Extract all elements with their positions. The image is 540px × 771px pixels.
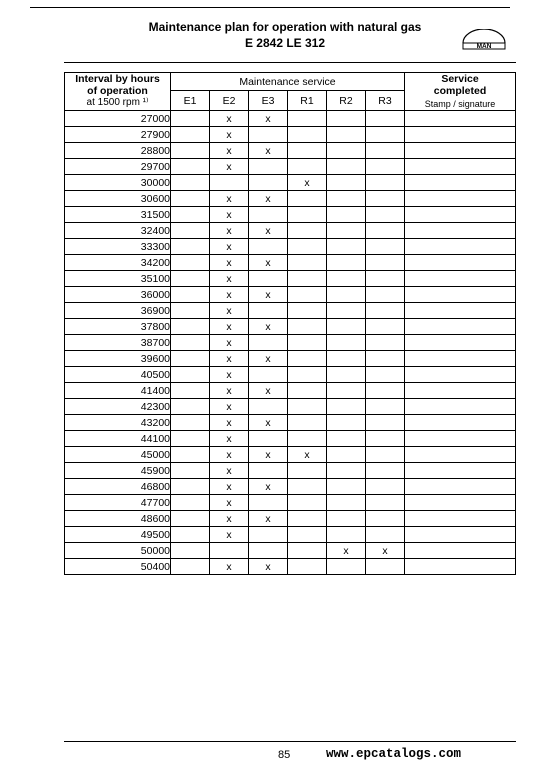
table-row [65, 303, 516, 319]
mark-cell-e2: x [210, 159, 249, 175]
page-number: 85 [278, 749, 291, 761]
service-completed-cell[interactable] [405, 127, 516, 143]
mark-cell-r3 [366, 495, 405, 511]
mark-cell-r1 [288, 271, 327, 287]
mark-cell-e3 [249, 303, 288, 319]
mark-cell-r3 [366, 287, 405, 303]
mark-cell-r3 [366, 527, 405, 543]
service-header-line-3: Stamp / signature [424, 99, 496, 109]
mark-cell-r1 [288, 399, 327, 415]
mark-cell-e1 [171, 207, 210, 223]
mark-cell-r1 [288, 287, 327, 303]
mark-cell-e3 [249, 431, 288, 447]
service-completed-cell[interactable] [405, 159, 516, 175]
table-row [65, 191, 516, 207]
mark-cell-e2: x [210, 271, 249, 287]
mark-cell-r1 [288, 431, 327, 447]
mark-cell-r1: x [288, 447, 327, 463]
service-completed-cell[interactable] [405, 335, 516, 351]
service-completed-cell[interactable] [405, 287, 516, 303]
mark-cell-e3 [249, 463, 288, 479]
service-completed-cell[interactable] [405, 559, 516, 575]
mark-cell-r3 [366, 351, 405, 367]
table-row [65, 351, 516, 367]
mark-cell-e3 [249, 239, 288, 255]
table-row [65, 559, 516, 575]
top-rule [64, 62, 516, 63]
mark-cell-r1: x [288, 175, 327, 191]
table-row [65, 335, 516, 351]
table-row [65, 287, 516, 303]
mark-cell-r3 [366, 431, 405, 447]
table-row [65, 415, 516, 431]
mark-cell-r3 [366, 175, 405, 191]
mark-cell-e1 [171, 447, 210, 463]
interval-header-line-3: at 1500 rpm ¹⁾ [86, 97, 149, 108]
mark-cell-r2: x [327, 543, 366, 559]
mark-cell-r1 [288, 303, 327, 319]
mark-cell-e2: x [210, 559, 249, 575]
mark-cell-e1 [171, 351, 210, 367]
maintenance-service-header: Maintenance service [171, 73, 405, 91]
table-row [65, 511, 516, 527]
mark-cell-e3 [249, 495, 288, 511]
hours-cell: 47700 [65, 495, 171, 511]
mark-cell-e1 [171, 223, 210, 239]
hours-cell: 36900 [65, 303, 171, 319]
mark-cell-r3 [366, 143, 405, 159]
mark-cell-e2: x [210, 335, 249, 351]
mark-cell-r3 [366, 319, 405, 335]
column-header-e3: E3 [249, 91, 288, 111]
mark-cell-e1 [171, 431, 210, 447]
mark-cell-e3: x [249, 511, 288, 527]
table-row [65, 463, 516, 479]
mark-cell-r1 [288, 223, 327, 239]
column-header-r2: R2 [327, 91, 366, 111]
hours-cell: 50000 [65, 543, 171, 559]
hours-cell: 30000 [65, 175, 171, 191]
mark-cell-e2: x [210, 207, 249, 223]
mark-cell-e3: x [249, 383, 288, 399]
table-row [65, 143, 516, 159]
mark-cell-e1 [171, 319, 210, 335]
man-logo-icon [460, 29, 508, 51]
mark-cell-e3: x [249, 143, 288, 159]
mark-cell-e2: x [210, 495, 249, 511]
mark-cell-r3 [366, 271, 405, 287]
mark-cell-r2 [327, 191, 366, 207]
hours-cell: 34200 [65, 255, 171, 271]
mark-cell-e1 [171, 559, 210, 575]
mark-cell-e3 [249, 175, 288, 191]
mark-cell-r3 [366, 367, 405, 383]
mark-cell-r2 [327, 447, 366, 463]
mark-cell-e3: x [249, 319, 288, 335]
service-completed-cell[interactable] [405, 255, 516, 271]
hours-cell: 40500 [65, 367, 171, 383]
service-completed-cell[interactable] [405, 367, 516, 383]
service-completed-cell[interactable] [405, 239, 516, 255]
service-completed-cell[interactable] [405, 111, 516, 127]
maintenance-plan-table [64, 72, 516, 575]
mark-cell-e2 [210, 175, 249, 191]
mark-cell-e3: x [249, 351, 288, 367]
table-row [65, 127, 516, 143]
column-header-r3: R3 [366, 91, 405, 111]
mark-cell-e1 [171, 255, 210, 271]
table-row [65, 111, 516, 127]
mark-cell-e1 [171, 527, 210, 543]
interval-header [65, 73, 171, 111]
column-header-e2: E2 [210, 91, 249, 111]
table-row [65, 399, 516, 415]
mark-cell-e2: x [210, 527, 249, 543]
mark-cell-e2: x [210, 479, 249, 495]
mark-cell-r2 [327, 255, 366, 271]
mark-cell-r3 [366, 223, 405, 239]
mark-cell-r2 [327, 479, 366, 495]
mark-cell-r1 [288, 127, 327, 143]
mark-cell-e1 [171, 159, 210, 175]
mark-cell-r1 [288, 367, 327, 383]
hours-cell: 49500 [65, 527, 171, 543]
mark-cell-r3: x [366, 543, 405, 559]
hours-cell: 30600 [65, 191, 171, 207]
header-rule [30, 7, 510, 8]
table-row [65, 367, 516, 383]
mark-cell-r1 [288, 159, 327, 175]
mark-cell-r3 [366, 191, 405, 207]
mark-cell-r3 [366, 479, 405, 495]
mark-cell-r2 [327, 287, 366, 303]
mark-cell-e1 [171, 383, 210, 399]
website-link[interactable]: www.epcatalogs.com [326, 747, 462, 761]
mark-cell-e3 [249, 335, 288, 351]
mark-cell-r2 [327, 495, 366, 511]
mark-cell-e1 [171, 399, 210, 415]
mark-cell-e3 [249, 543, 288, 559]
mark-cell-e3 [249, 367, 288, 383]
mark-cell-r2 [327, 271, 366, 287]
mark-cell-e1 [171, 479, 210, 495]
mark-cell-e1 [171, 495, 210, 511]
mark-cell-e1 [171, 511, 210, 527]
mark-cell-e2: x [210, 319, 249, 335]
mark-cell-e2: x [210, 223, 249, 239]
mark-cell-e1 [171, 367, 210, 383]
mark-cell-e1 [171, 239, 210, 255]
table-row [65, 431, 516, 447]
mark-cell-e2: x [210, 111, 249, 127]
service-completed-cell[interactable] [405, 527, 516, 543]
mark-cell-r2 [327, 431, 366, 447]
mark-cell-r2 [327, 463, 366, 479]
hours-cell: 44100 [65, 431, 171, 447]
mark-cell-e3 [249, 399, 288, 415]
mark-cell-r1 [288, 527, 327, 543]
hours-cell: 38700 [65, 335, 171, 351]
mark-cell-r3 [366, 239, 405, 255]
hours-cell: 27900 [65, 127, 171, 143]
hours-cell: 27000 [65, 111, 171, 127]
mark-cell-r1 [288, 335, 327, 351]
title-line-2: E 2842 LE 312 [244, 36, 326, 50]
mark-cell-e1 [171, 111, 210, 127]
service-completed-cell[interactable] [405, 143, 516, 159]
table-row [65, 239, 516, 255]
table-row [65, 255, 516, 271]
table-row [65, 175, 516, 191]
service-completed-cell[interactable] [405, 303, 516, 319]
table-row [65, 479, 516, 495]
mark-cell-e1 [171, 543, 210, 559]
mark-cell-r3 [366, 447, 405, 463]
service-completed-cell[interactable] [405, 351, 516, 367]
logo-text: MAN [476, 43, 492, 50]
service-completed-cell[interactable] [405, 207, 516, 223]
table-row [65, 543, 516, 559]
hours-cell: 39600 [65, 351, 171, 367]
mark-cell-r2 [327, 303, 366, 319]
mark-cell-r1 [288, 495, 327, 511]
hours-cell: 37800 [65, 319, 171, 335]
service-header-line-1: Service [441, 73, 479, 85]
mark-cell-r3 [366, 463, 405, 479]
mark-cell-r2 [327, 159, 366, 175]
mark-cell-r1 [288, 559, 327, 575]
mark-cell-e3 [249, 207, 288, 223]
mark-cell-e3: x [249, 223, 288, 239]
mark-cell-r2 [327, 127, 366, 143]
mark-cell-e2: x [210, 447, 249, 463]
service-completed-header [405, 73, 516, 111]
table-row [65, 271, 516, 287]
mark-cell-r2 [327, 223, 366, 239]
mark-cell-r3 [366, 127, 405, 143]
title-line-1: Maintenance plan for operation with natural gas [148, 20, 422, 34]
mark-cell-r1 [288, 207, 327, 223]
hours-cell: 48600 [65, 511, 171, 527]
mark-cell-r2 [327, 351, 366, 367]
hours-cell: 46800 [65, 479, 171, 495]
hours-cell: 28800 [65, 143, 171, 159]
mark-cell-e2: x [210, 191, 249, 207]
service-completed-cell[interactable] [405, 543, 516, 559]
mark-cell-r3 [366, 111, 405, 127]
mark-cell-r2 [327, 111, 366, 127]
mark-cell-r1 [288, 479, 327, 495]
hours-cell: 41400 [65, 383, 171, 399]
mark-cell-r1 [288, 511, 327, 527]
mark-cell-e2: x [210, 431, 249, 447]
mark-cell-e1 [171, 191, 210, 207]
mark-cell-r2 [327, 527, 366, 543]
mark-cell-r2 [327, 559, 366, 575]
interval-header-line-2: of operation [87, 85, 148, 97]
table-row [65, 319, 516, 335]
hours-cell: 45000 [65, 447, 171, 463]
mark-cell-e1 [171, 415, 210, 431]
service-completed-cell[interactable] [405, 447, 516, 463]
mark-cell-r2 [327, 367, 366, 383]
mark-cell-e2: x [210, 351, 249, 367]
mark-cell-e2: x [210, 303, 249, 319]
mark-cell-r3 [366, 559, 405, 575]
mark-cell-r1 [288, 351, 327, 367]
mark-cell-e2: x [210, 383, 249, 399]
mark-cell-e3 [249, 159, 288, 175]
mark-cell-e1 [171, 303, 210, 319]
table-row [65, 495, 516, 511]
mark-cell-e2: x [210, 415, 249, 431]
hours-cell: 42300 [65, 399, 171, 415]
mark-cell-e2: x [210, 255, 249, 271]
mark-cell-r2 [327, 511, 366, 527]
mark-cell-e1 [171, 127, 210, 143]
mark-cell-e2: x [210, 511, 249, 527]
mark-cell-r2 [327, 399, 366, 415]
mark-cell-r2 [327, 383, 366, 399]
mark-cell-e3 [249, 271, 288, 287]
mark-cell-e2: x [210, 143, 249, 159]
service-completed-cell[interactable] [405, 271, 516, 287]
mark-cell-e3: x [249, 479, 288, 495]
service-completed-cell[interactable] [405, 463, 516, 479]
mark-cell-e2: x [210, 463, 249, 479]
table-row [65, 207, 516, 223]
service-header-line-2: completed [433, 85, 487, 97]
service-completed-cell[interactable] [405, 191, 516, 207]
hours-cell: 36000 [65, 287, 171, 303]
mark-cell-r1 [288, 239, 327, 255]
hours-cell: 29700 [65, 159, 171, 175]
mark-cell-e3: x [249, 287, 288, 303]
mark-cell-r1 [288, 111, 327, 127]
mark-cell-e1 [171, 287, 210, 303]
service-completed-cell[interactable] [405, 399, 516, 415]
mark-cell-e1 [171, 175, 210, 191]
mark-cell-r2 [327, 143, 366, 159]
mark-cell-r1 [288, 383, 327, 399]
table-row [65, 223, 516, 239]
hours-cell: 32400 [65, 223, 171, 239]
mark-cell-r3 [366, 511, 405, 527]
mark-cell-e3: x [249, 111, 288, 127]
mark-cell-r1 [288, 191, 327, 207]
mark-cell-e2 [210, 543, 249, 559]
mark-cell-e1 [171, 463, 210, 479]
mark-cell-r1 [288, 543, 327, 559]
service-completed-cell[interactable] [405, 431, 516, 447]
hours-cell: 33300 [65, 239, 171, 255]
mark-cell-r3 [366, 415, 405, 431]
mark-cell-r3 [366, 399, 405, 415]
service-completed-cell[interactable] [405, 495, 516, 511]
service-completed-cell[interactable] [405, 175, 516, 191]
mark-cell-r3 [366, 255, 405, 271]
mark-cell-r2 [327, 415, 366, 431]
service-completed-cell[interactable] [405, 383, 516, 399]
mark-cell-e1 [171, 143, 210, 159]
column-header-e1: E1 [171, 91, 210, 111]
mark-cell-e3: x [249, 559, 288, 575]
mark-cell-e1 [171, 271, 210, 287]
table-row [65, 527, 516, 543]
mark-cell-r1 [288, 143, 327, 159]
service-completed-cell[interactable] [405, 223, 516, 239]
mark-cell-e3: x [249, 255, 288, 271]
table-row [65, 159, 516, 175]
service-completed-cell[interactable] [405, 511, 516, 527]
mark-cell-r1 [288, 319, 327, 335]
mark-cell-e2: x [210, 399, 249, 415]
mark-cell-r2 [327, 175, 366, 191]
mark-cell-e3 [249, 127, 288, 143]
mark-cell-e3: x [249, 447, 288, 463]
table-row [65, 383, 516, 399]
mark-cell-r2 [327, 335, 366, 351]
mark-cell-e2: x [210, 127, 249, 143]
mark-cell-r1 [288, 415, 327, 431]
service-completed-cell[interactable] [405, 415, 516, 431]
mark-cell-r1 [288, 463, 327, 479]
interval-header-line-1: Interval by hours [75, 73, 160, 85]
service-completed-cell[interactable] [405, 479, 516, 495]
hours-cell: 35100 [65, 271, 171, 287]
mark-cell-r3 [366, 159, 405, 175]
service-completed-cell[interactable] [405, 319, 516, 335]
footer-rule [64, 741, 516, 742]
mark-cell-r3 [366, 335, 405, 351]
mark-cell-r2 [327, 239, 366, 255]
mark-cell-e3: x [249, 415, 288, 431]
mark-cell-r1 [288, 255, 327, 271]
page-title [120, 19, 450, 51]
hours-cell: 43200 [65, 415, 171, 431]
mark-cell-r2 [327, 319, 366, 335]
column-header-r1: R1 [288, 91, 327, 111]
mark-cell-e2: x [210, 367, 249, 383]
mark-cell-r2 [327, 207, 366, 223]
mark-cell-e2: x [210, 239, 249, 255]
mark-cell-r3 [366, 383, 405, 399]
hours-cell: 31500 [65, 207, 171, 223]
mark-cell-e2: x [210, 287, 249, 303]
table-row [65, 447, 516, 463]
hours-cell: 50400 [65, 559, 171, 575]
mark-cell-e3: x [249, 191, 288, 207]
mark-cell-e1 [171, 335, 210, 351]
mark-cell-e3 [249, 527, 288, 543]
hours-cell: 45900 [65, 463, 171, 479]
mark-cell-r3 [366, 303, 405, 319]
mark-cell-r3 [366, 207, 405, 223]
